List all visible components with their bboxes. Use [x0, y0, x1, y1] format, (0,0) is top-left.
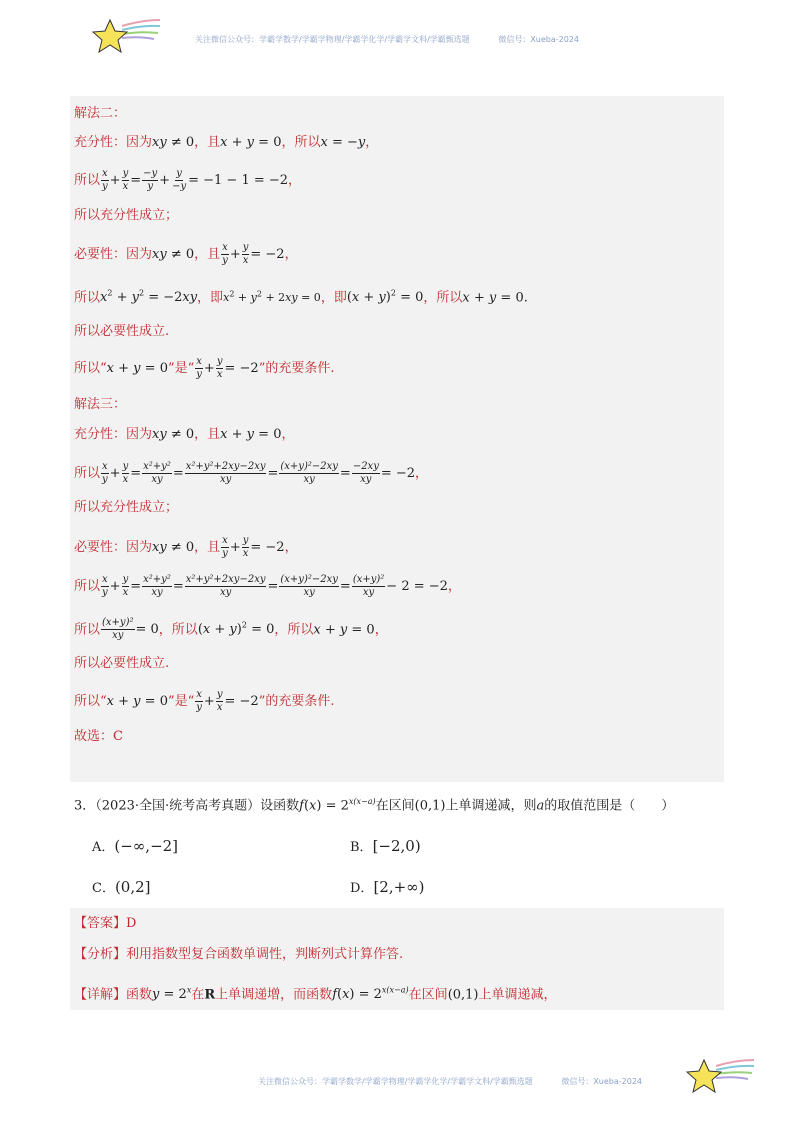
text: 所以“ — [74, 361, 107, 376]
option-value: [−2,0) — [372, 837, 421, 855]
text: 必要性：因为 — [74, 540, 153, 555]
option-label: D． — [350, 881, 374, 896]
text: 必要性：因为 — [74, 247, 153, 262]
answer-value: D — [126, 916, 137, 931]
sol2-line2: 所以 $\frac{x}{y}$ + $\frac{y}{x}$ = $\frac{-y}{y}$ + $\frac{y}{-y}$ = −1 − 1 = −2， — [74, 168, 302, 192]
text: ，即 — [197, 290, 224, 306]
text: ，即 — [320, 290, 347, 306]
text: ，且 — [194, 135, 221, 150]
text: ”是“ — [167, 361, 195, 376]
text: ，所以 — [281, 135, 321, 150]
text: 上单调递增，而函数 — [215, 987, 333, 1003]
sol3-answer: 故选：C — [74, 729, 123, 744]
sol2-line1: 充分性：因为xy ≠ 0，且x + y = 0，所以x = −y， — [74, 135, 379, 150]
detail-line: 【详解】函数$y = 2^x$在R上单调递增，而函数$f(x) = 2^{x(x-a)}$在区间(0,1)上单调递减， — [74, 986, 557, 1003]
text: 上单调递减， — [478, 987, 557, 1003]
sol3-line2: 所以 $\frac{x}{y}$ + $\frac{y}{x}$ = $\frac{\text{x²+y²}}{xy}$ = $\frac{\text{x²+y²+2xy−2xy}}{xy}$ = $\frac{\text{(x+y)²−2xy}}{xy}$ = $\frac{-2xy}{xy}$ = −2， — [74, 461, 429, 485]
answer-line — [74, 914, 136, 934]
text: ”的充要条件. — [258, 361, 335, 376]
option-d[interactable] — [350, 877, 425, 896]
sol3-line5: 所以 $\frac{x}{y}$ + $\frac{y}{x}$ = $\frac{\text{x²+y²}}{xy}$ = $\frac{\text{x²+y²+2xy−2xy}}{xy}$ = $\frac{\text{(x+y)²−2xy}}{xy}$ = $\frac{\text{(x+y)²}}{xy}$ − 2 = −2， — [74, 574, 461, 598]
option-value: [2,+∞) — [373, 878, 425, 896]
sol3-line8: 所以“x + y = 0”是“ $\frac{x}{y}$ + $\frac{y}{x}$ = −2”的充要条件. — [74, 689, 335, 713]
detail-tag: 【详解】 — [74, 987, 127, 1003]
option-value: (0,2] — [114, 878, 151, 896]
text: ，所以 — [423, 290, 463, 306]
option-label: A． — [92, 840, 115, 855]
analysis-text: 利用指数型复合函数单调性，判断列式计算作答. — [126, 947, 404, 962]
text: 的取值范围是（ ） — [544, 798, 675, 814]
sol3-line6: 所以 $\frac{\text{(x+y)²}}{xy}$ = 0，所以$(x + y)^2 = 0$，所以x + y = 0， — [74, 617, 388, 642]
answer-tag: 【答案】 — [74, 916, 127, 931]
sol2-line5: 所以$x^2 + y^2 = -2xy$，即$x^2 + y^2 + 2xy = 0$，即$(x + y)^2 = 0$，所以x + y = 0. — [74, 289, 528, 306]
text: 在区间 — [375, 798, 415, 814]
text: 所以 — [74, 290, 101, 306]
footer-links-text: 关注微信公众号：学霸学数学/学霸学物理/学霸学化学/学霸学文科/学霸甄选题 — [258, 1077, 533, 1086]
analysis-line — [74, 945, 403, 965]
option-b[interactable] — [350, 836, 421, 855]
option-value: (−∞,−2] — [114, 837, 179, 855]
option-label: C． — [92, 881, 115, 896]
text: 在 — [191, 987, 205, 1003]
sol3-line4: 必要性：因为xy ≠ 0，且 $\frac{x}{y}$ + $\frac{y}{x}$ = −2， — [74, 535, 298, 559]
text: ，所以 — [274, 622, 314, 638]
text: 所以 — [74, 173, 101, 188]
header-text — [195, 34, 579, 45]
page-header — [0, 0, 794, 80]
text: 上单调递减，则 — [445, 798, 537, 814]
sol2-line4: 必要性：因为xy ≠ 0，且 $\frac{x}{y}$ + $\frac{y}{x}$ = −2， — [74, 242, 298, 266]
sol2-line7: 所以“x + y = 0”是“ $\frac{x}{y}$ + $\frac{y}{x}$ = −2”的充要条件. — [74, 356, 335, 380]
text: ，且 — [194, 540, 221, 555]
text: 所以 — [74, 622, 101, 638]
header-wechat-id: 微信号：Xueba-2024 — [498, 35, 580, 44]
text: 函数 — [126, 987, 153, 1003]
text: 充分性：因为 — [74, 135, 153, 150]
option-c[interactable] — [92, 877, 151, 896]
sol2-line6: 所以必要性成立. — [74, 324, 170, 339]
text: 在区间 — [408, 987, 448, 1003]
text: 充分性：因为 — [74, 427, 153, 442]
option-a[interactable] — [92, 836, 178, 855]
analysis-tag: 【分析】 — [74, 947, 127, 962]
text: 所以 — [74, 466, 101, 481]
sol3-title: 解法三： — [74, 397, 127, 412]
q3-stem: 3．（2023·全国·统考高考真题）设函数$f(x) = 2^{x(x-a)}$在区间(0,1)上单调递减，则a的取值范围是（ ） — [74, 797, 675, 814]
footer-wechat-id: 微信号：Xueba-2024 — [561, 1077, 643, 1086]
sol3-line3: 所以充分性成立； — [74, 500, 179, 515]
footer-text — [258, 1076, 642, 1087]
text: ”是“ — [167, 694, 195, 709]
text: ”的充要条件. — [258, 694, 335, 709]
sol2-title: 解法二： — [74, 106, 127, 121]
sol2-line3: 所以充分性成立； — [74, 208, 179, 223]
star-logo-icon — [92, 16, 162, 58]
option-label: B． — [350, 840, 373, 855]
text: 所以“ — [74, 694, 107, 709]
sol3-line1: 充分性：因为xy ≠ 0，且x + y = 0， — [74, 427, 295, 442]
text: ， — [365, 135, 379, 150]
text: 所以 — [74, 579, 101, 594]
text: ，且 — [194, 427, 221, 442]
sol3-line7: 所以必要性成立. — [74, 656, 170, 671]
text: 3．（2023·全国·统考高考真题）设函数 — [74, 798, 300, 814]
text: ，且 — [194, 247, 221, 262]
header-links-text: 关注微信公众号：学霸学数学/学霸学物理/学霸学化学/学霸学文科/学霸甄选题 — [195, 35, 470, 44]
footer-star-logo-icon — [686, 1056, 756, 1098]
text: ，所以 — [158, 622, 198, 638]
